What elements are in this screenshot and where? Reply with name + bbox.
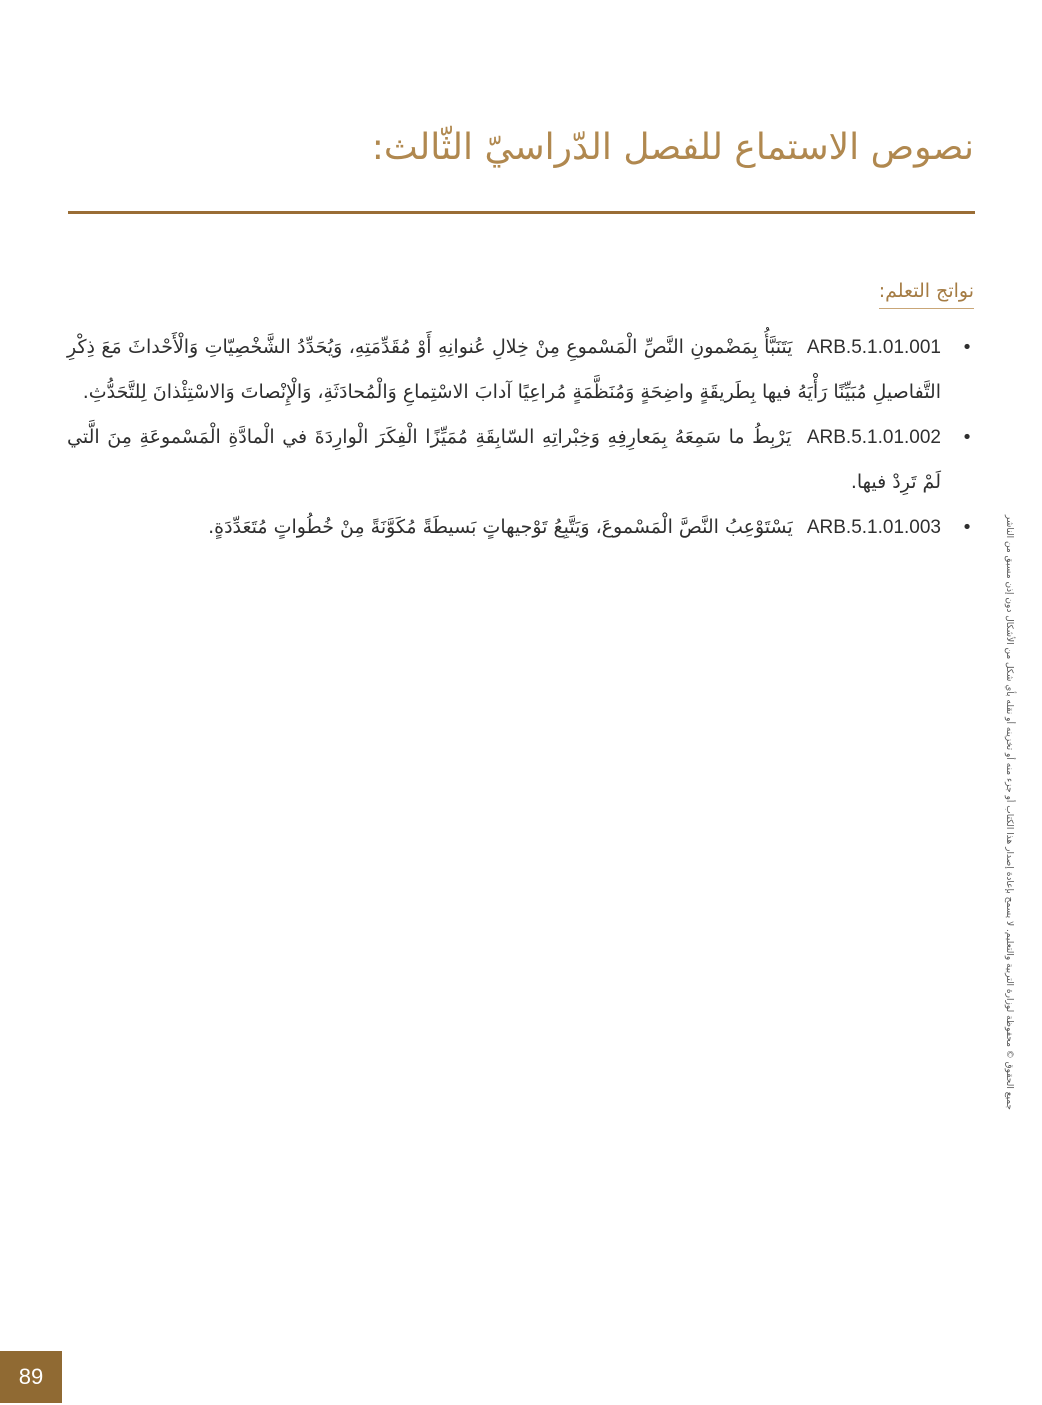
page-number-badge: 89 <box>0 1351 62 1403</box>
list-item <box>67 325 974 415</box>
section-label: نواتج التعلم: <box>879 280 974 309</box>
page-title: نصوص الاستماع للفصل الدّراسيّ الثّالث: <box>371 127 974 168</box>
outcome-text: يَرْبِطُ ما سَمِعَهُ بِمَعارِفِهِ وَخِبْراتِهِ السّابِقَةِ مُمَيِّزًا الْفِكَرَ الْوارِدَةَ في الْمادَّةِ الْمَسْموعَةِ مِنَ الَّتي لَمْ تَرِدْ فيها. <box>67 426 941 493</box>
outcome-code: ARB.5.1.01.002 <box>806 427 941 448</box>
list-item <box>67 415 974 505</box>
bullet-icon: • <box>961 427 973 448</box>
outcome-text: يَسْتَوْعِبُ النَّصَّ الْمَسْموعَ، وَيَتَّبِعُ تَوْجيهاتٍ بَسيطَةً مُكَوَّنَةً مِنْ خُطُواتٍ مُتَعَدِّدَةٍ. <box>208 516 793 538</box>
learning-outcomes-heading <box>879 280 974 309</box>
bullet-icon: • <box>961 517 973 538</box>
list-item <box>67 505 974 550</box>
copyright-text: جميع الحقوق © محفوظة لوزارة التربية والتعليم. لا يسمح بإعادة إصدار هذا الكتاب أو جزء منه أو تخزينه أو نقله بأي شكل من الأشكال دون إذن مسبق من الناشر <box>1004 514 1014 1110</box>
copyright-side-note <box>1001 330 1017 1110</box>
outcome-code: ARB.5.1.01.001 <box>806 337 941 358</box>
outcome-code: ARB.5.1.01.003 <box>806 517 941 538</box>
outcome-text: يَتَنَبَّأُ بِمَضْمونِ النَّصِّ الْمَسْموعِ مِنْ خِلالِ عُنوانِهِ أَوْ مُقَدِّمَتِهِ، وَيُحَدِّدُ الشَّخْصِيّاتِ وَالْأَحْداثَ مَعَ ذِكْرِ التَّفاصيلِ مُبَيِّنًا رَأْيَهُ فيها بِطَريقَةٍ واضِحَةٍ وَمُنَظَّمَةٍ مُراعِيًا آدابَ الاسْتِماعِ وَالْمُحادَثَةِ، وَالْإِنْصاتَ وَالاسْتِئْذانَ لِلتَّحَدُّثِ. <box>67 336 941 403</box>
title-divider <box>68 211 975 214</box>
bullet-icon: • <box>961 337 973 358</box>
learning-outcomes-list <box>67 325 974 550</box>
